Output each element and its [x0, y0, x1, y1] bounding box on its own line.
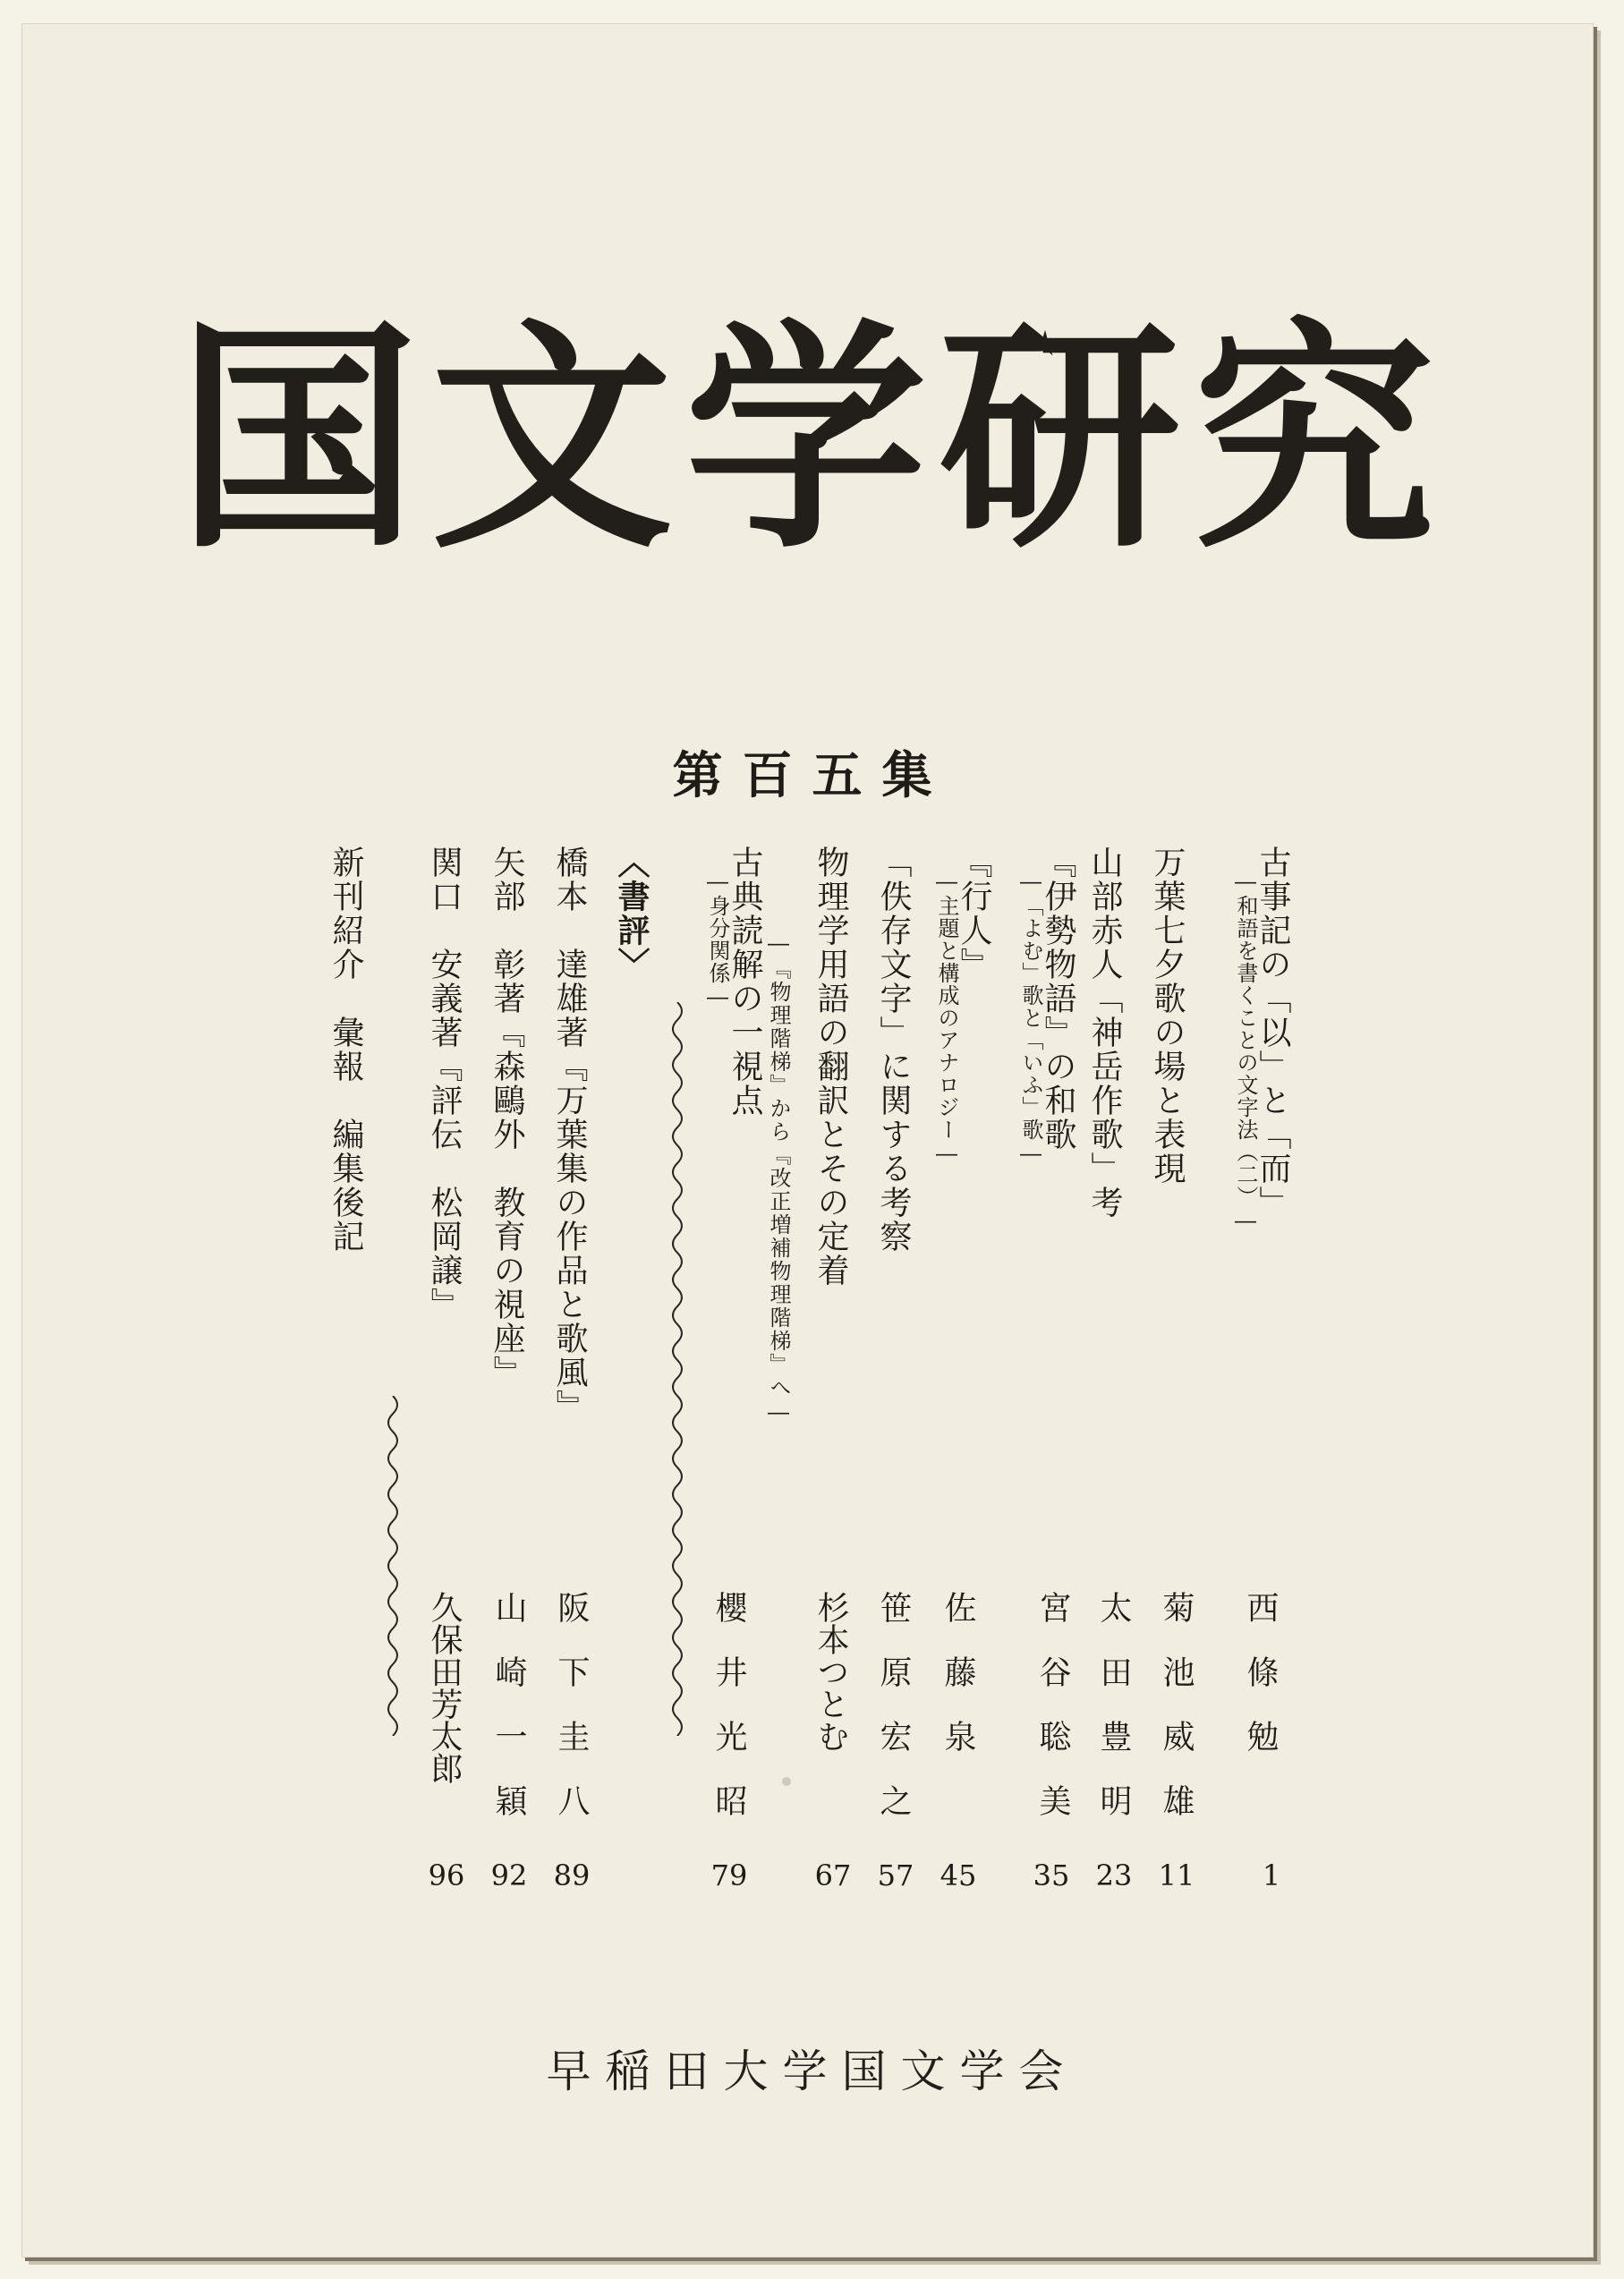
- page-number: 57: [877, 1858, 914, 1892]
- toc-entry-title: 山部赤人「神岳作歌」考: [1086, 846, 1123, 1220]
- page-number: 96: [428, 1858, 465, 1892]
- subtitle-part: ―『物理階梯』から『: [766, 931, 791, 1167]
- paper-stain: [782, 1777, 791, 1786]
- author: 宮谷聡美: [1034, 1591, 1071, 1849]
- misc-items: 新刊紹介 彙報 編集後記: [327, 846, 364, 1254]
- toc-entry-title: 「佚存文字」に関する考察: [875, 846, 912, 1254]
- wavy-divider: [664, 1002, 691, 1736]
- toc-entry-title: 物理学用語の翻訳とその定着: [812, 846, 849, 1288]
- page-number: 89: [553, 1858, 591, 1892]
- toc-entry-7-subtitle: [768, 931, 789, 1426]
- author: 櫻井光昭: [710, 1591, 747, 1849]
- review-title: 橋本 達雄著『万葉集の作品と歌風』: [551, 846, 588, 1424]
- page-number: 1: [1262, 1858, 1281, 1892]
- author: 佐藤泉: [940, 1591, 976, 1784]
- toc-entry-subtitle: ―和語を書くことの文字法（二）―: [1233, 869, 1258, 1234]
- toc-entry-6: [875, 846, 912, 1254]
- page-number: 67: [814, 1858, 852, 1892]
- toc-entry-8: [705, 846, 763, 1118]
- author: 阪下圭八: [553, 1591, 590, 1849]
- page-number: 35: [1033, 1858, 1070, 1892]
- reviews-heading: 〈書評〉: [613, 846, 650, 982]
- page-number: 23: [1095, 1858, 1133, 1892]
- toc-entry-1: [1233, 846, 1291, 1234]
- page-number: 92: [490, 1858, 528, 1892]
- toc-entry-2: [1149, 846, 1186, 1186]
- review-title: 矢部 彰著『森鷗外 教育の視座』: [489, 846, 525, 1390]
- review-entry-1: [551, 846, 588, 1424]
- toc-entry-title: 古典読解の一視点: [727, 846, 763, 1118]
- page-number: 79: [710, 1858, 748, 1892]
- author: 山崎一穎: [490, 1591, 527, 1849]
- subtitle-part: 物理階梯』へ―: [766, 1260, 791, 1426]
- toc-entry-subtitle: ―主題と構成のアナロジー―: [934, 869, 959, 1167]
- subtitle-part: 改正増補: [766, 1167, 791, 1260]
- author: 笹原宏之: [875, 1591, 912, 1849]
- publisher: 早稲田大学国文学会: [546, 2045, 1078, 2097]
- toc-entry-title: 『行人』: [956, 846, 992, 982]
- toc-entry-title: 万葉七夕歌の場と表現: [1149, 846, 1186, 1186]
- toc-entry-3: [1086, 846, 1123, 1220]
- author: 太田豊明: [1095, 1591, 1132, 1849]
- wavy-divider: [379, 1396, 406, 1736]
- issue-number: 第百五集: [672, 747, 952, 805]
- review-entry-2: [490, 846, 523, 1390]
- author: 西條勉: [1242, 1591, 1279, 1784]
- page-number: 11: [1158, 1858, 1195, 1892]
- toc-entry-subtitle: ―「よむ」歌と「いふ」歌―: [1018, 869, 1043, 1167]
- author: 久保田芳太郎: [426, 1591, 463, 1784]
- toc-entry-5: [934, 846, 992, 1167]
- author: 菊池威雄: [1158, 1591, 1195, 1849]
- page-number: 45: [940, 1858, 977, 1892]
- toc-entry-title: 『伊勢物語』の和歌: [1040, 846, 1076, 1152]
- toc-entry-4: [1018, 846, 1076, 1167]
- toc-entry-title: 古事記の「以」と「而」: [1254, 846, 1291, 1220]
- journal-title: 国文学研究: [176, 296, 1448, 581]
- toc-entry-7: [812, 846, 849, 1288]
- review-title: 関口 安義著『評伝 松岡譲』: [426, 846, 463, 1322]
- author: 杉本つとむ: [812, 1591, 849, 1752]
- toc-entry-subtitle: ―身分関係―: [705, 869, 730, 1010]
- review-entry-3: [426, 846, 463, 1322]
